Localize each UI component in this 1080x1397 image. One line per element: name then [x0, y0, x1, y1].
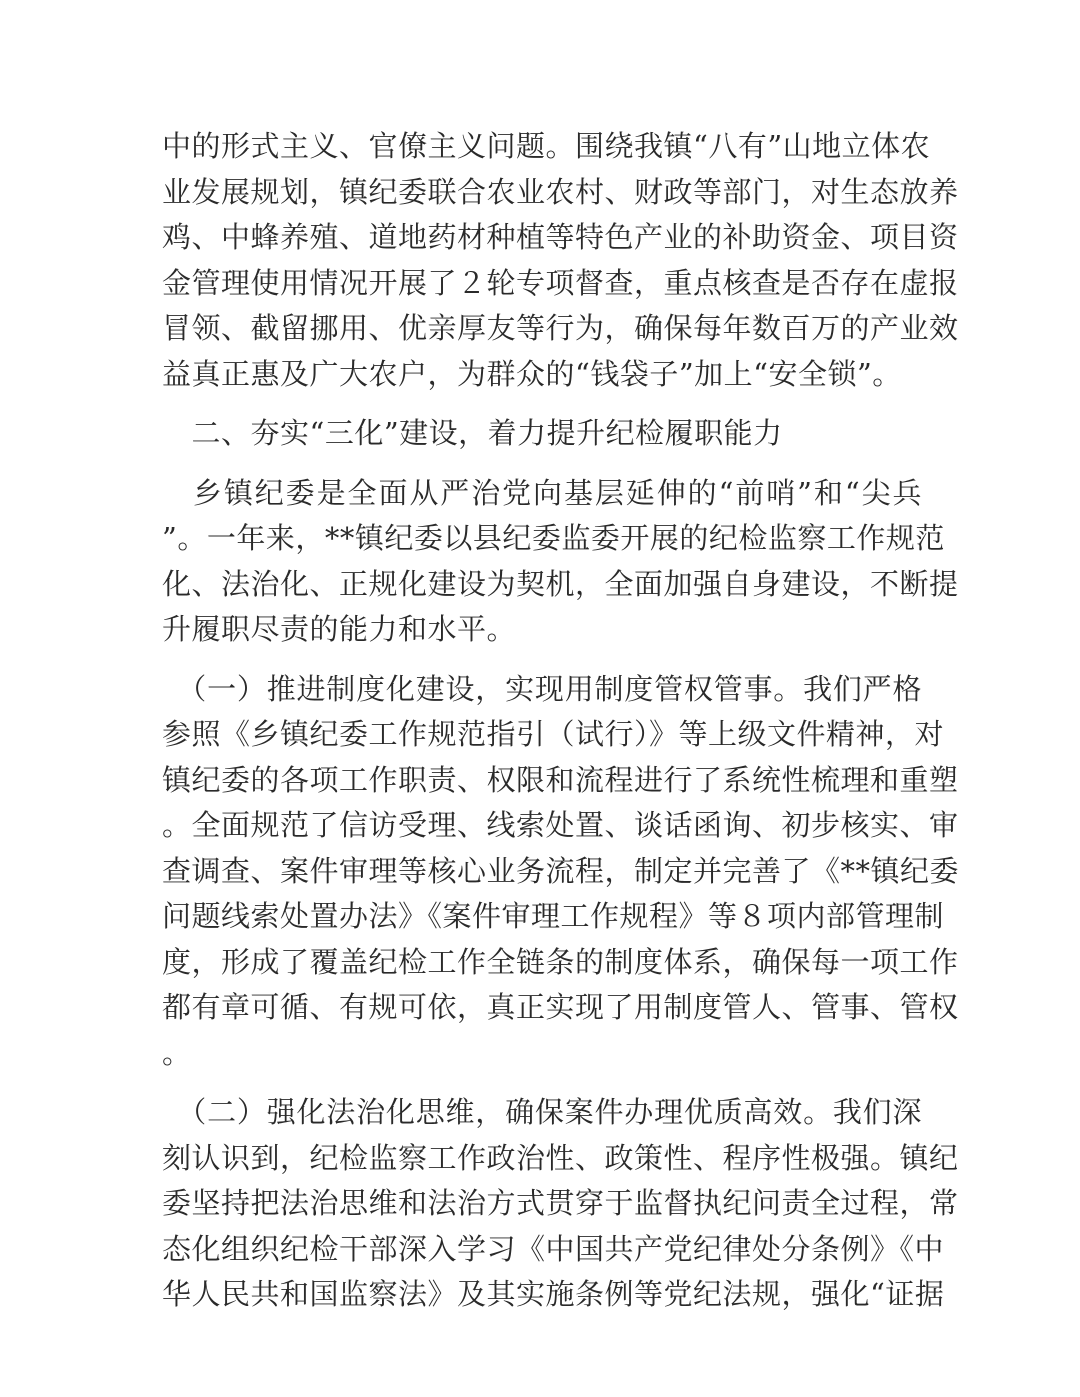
- text-line: 业发展规划，镇纪委联合农业农村、财政等部门，对生态放养: [162, 174, 959, 209]
- paragraph-institutionalization: [162, 667, 960, 1077]
- text-line: 都有章可循、有规可依，真正实现了用制度管人、管事、管权: [162, 990, 959, 1024]
- text-line: 化、法治化、正规化建设为契机，全面加强自身建设，不断提: [162, 566, 959, 601]
- text-line: 冒领、截留挪用、优亲厚友等行为，确保每年数百万的产业效: [162, 311, 959, 345]
- text-line: 华人民共和国监察法》及其实施条例等党纪法规，强化“证据: [162, 1277, 945, 1311]
- text-line: ”。一年来，**镇纪委以县纪委监委开展的纪检监察工作规范: [162, 521, 945, 555]
- paragraph-gap: [162, 1076, 922, 1090]
- section-heading: [162, 411, 922, 457]
- paragraph-gap: [162, 457, 922, 471]
- text-line: 。全面规范了信访受理、线索处置、谈话函询、初步核实、审: [162, 808, 959, 842]
- paragraph-continuation: [162, 124, 959, 397]
- text-line: 问题线索处置办法》《案件审理工作规程》等８项内部管理制: [162, 899, 945, 933]
- text-line: 度，形成了覆盖纪检工作全链条的制度体系，确保每一项工作: [162, 944, 959, 979]
- text-line: 鸡、中蜂养殖、道地药材种植等特色产业的补助资金、项目资: [162, 220, 959, 254]
- text-line: 乡镇纪委是全面从严治党向基层延伸的“前哨”和“尖兵: [162, 475, 922, 510]
- paragraph-rule-of-law: [162, 1090, 959, 1318]
- paragraph-gap: [162, 397, 922, 411]
- text-line: 刻认识到，纪检监察工作政治性、政策性、程序性极强。镇纪: [162, 1140, 959, 1175]
- heading-line: 二、夯实“三化”建设，着力提升纪检履职能力: [162, 416, 783, 450]
- text-line: 查调查、案件审理等核心业务流程，制定并完善了《**镇纪委: [162, 853, 960, 888]
- text-line: 升履职尽责的能力和水平。: [162, 612, 517, 646]
- text-line: 。: [162, 1035, 192, 1070]
- text-line: 镇纪委的各项工作职责、权限和流程进行了系统性梳理和重塑: [162, 762, 959, 797]
- text-line: （二）强化法治化思维，确保案件办理优质高效。我们深: [162, 1095, 922, 1129]
- text-line: （一）推进制度化建设，实现用制度管权管事。我们严格: [162, 671, 922, 706]
- text-line: 态化组织纪检干部深入学习《中国共产党纪律处分条例》《中: [162, 1231, 945, 1266]
- text-line: 参照《乡镇纪委工作规范指引（试行）》等上级文件精神，对: [162, 717, 945, 751]
- text-line: 益真正惠及广大农户，为群众的“钱袋子”加上“安全锁”。: [162, 356, 902, 391]
- text-line: 委坚持把法治思维和法治方式贯穿于监督执纪问责全过程，常: [162, 1186, 959, 1220]
- text-line: 中的形式主义、官僚主义问题。围绕我镇“八有”山地立体农: [162, 129, 931, 163]
- text-line: 金管理使用情况开展了２轮专项督查，重点核查是否存在虚报: [162, 265, 959, 300]
- paragraph-intro: [162, 471, 959, 653]
- paragraph-gap: [162, 653, 922, 667]
- document-body: [162, 124, 960, 1318]
